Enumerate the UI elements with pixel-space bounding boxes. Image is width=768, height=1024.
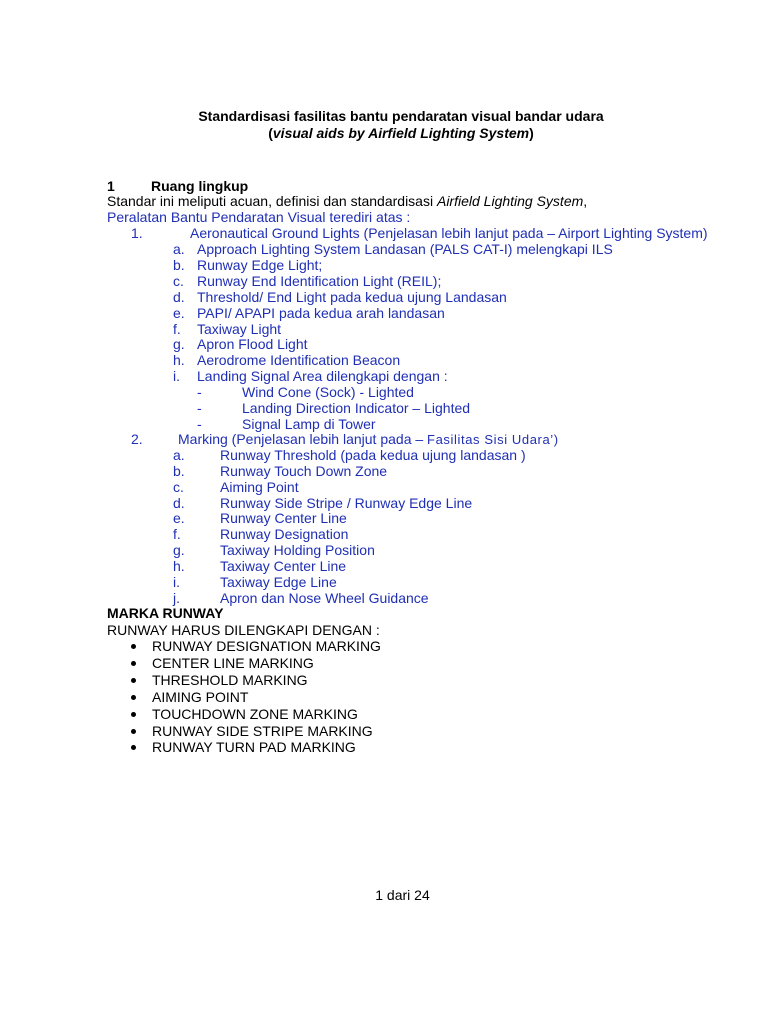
list-item-marker: c. [173,272,184,289]
list-item: Apron Flood Light [197,336,308,353]
bullet-icon [131,678,136,683]
bullet-icon [131,644,136,649]
list-item-marker: i. [173,573,180,590]
list-item: Aerodrome Identification Beacon [197,352,401,369]
group2-label-reference: Fasilitas Sisi Udara’) [427,432,559,447]
intro-tail: , [583,193,588,209]
group2-number: 2. [131,431,143,447]
sublist-item-marker: - [197,384,202,400]
page-number: 1 dari 24 [375,887,430,903]
list-item: Runway Edge Light; [197,256,323,273]
list-item-marker: h. [173,352,185,369]
document-title [17,108,768,124]
bullet-list-item: THRESHOLD MARKING [152,671,308,688]
list-item-marker: g. [173,542,185,559]
list-item: Runway Center Line [220,510,347,527]
document-subtitle [17,125,768,141]
list-item-marker: d. [173,494,185,511]
list-item: Runway Touch Down Zone [220,462,388,479]
intro-emphasis: Airfield Lighting System [436,193,584,209]
sublist-item-marker: - [197,415,202,432]
list-item: Threshold/ End Light pada kedua ujung Landasan [197,288,507,305]
list-item-marker: a. [173,447,185,463]
intro-line-2: Peralatan Bantu Pendaratan Visual terediri atas : [107,209,411,225]
bullet-list-item: TOUCHDOWN ZONE MARKING [152,705,358,722]
list-item-marker: d. [173,288,185,305]
list-item: Runway End Identification Light (REIL); [197,272,442,289]
bullet-list-item: RUNWAY SIDE STRIPE MARKING [152,722,373,739]
list-item: Approach Lighting System Landasan (PALS CAT-I) melengkapi ILS [197,241,613,257]
subtitle-emphasis: visual aids by Airfield Lighting System [272,125,530,141]
bullet-icon [131,695,136,700]
sublist-item-marker: - [197,399,202,416]
list-item-marker: f. [173,320,181,337]
list-item-marker: i. [173,368,180,385]
intro-text: Standar ini meliputi acuan, definisi dan standardisasi [107,193,437,209]
intro-paragraph [107,193,587,209]
sublist-item: Landing Direction Indicator – Lighted [242,399,471,416]
list-item-marker: b. [173,462,185,479]
list-item: Landing Signal Area dilengkapi dengan : [197,368,448,385]
list-item: Aiming Point [220,478,299,495]
section-number: 1 [107,178,115,194]
list-item: Runway Threshold (pada kedua ujung landasan ) [220,447,526,463]
list-item: Runway Side Stripe / Runway Edge Line [220,494,473,511]
list-item-marker: g. [173,336,185,353]
section-heading: Ruang lingkup [151,178,249,194]
subtitle-open-paren: ( [268,125,273,141]
list-item-marker: h. [173,557,185,574]
group1-number: 1. [131,225,143,241]
list-item: Runway Designation [220,526,349,543]
list-item: Taxiway Light [197,320,282,337]
bullet-icon [131,729,136,734]
list-item-marker: f. [173,526,181,543]
title-line-1: Standardisasi fasilitas bantu pendaratan visual bandar udara [198,108,604,124]
group1-label: Aeronautical Ground Lights (Penjelasan lebih lanjut pada – Airport Lighting System) [190,225,708,241]
bullet-list-item: RUNWAY TURN PAD MARKING [152,739,356,756]
list-item-marker: j. [173,589,180,606]
subtitle-close-paren: ) [529,125,534,141]
list-item-marker: b. [173,256,185,273]
bullet-icon [131,745,136,750]
bullet-list-item: RUNWAY DESIGNATION MARKING [152,638,381,654]
list-item-marker: e. [173,510,185,527]
list-item: Taxiway Holding Position [220,542,375,559]
group2-label-text: Marking (Penjelasan lebih lanjut pada – [178,431,428,447]
marka-heading: MARKA RUNWAY [107,605,224,621]
sublist-item: Signal Lamp di Tower [242,415,376,432]
bullet-list-item: CENTER LINE MARKING [152,654,314,671]
bullet-icon [131,661,136,666]
marka-subheading: RUNWAY HARUS DILENGKAPI DENGAN : [107,622,380,638]
list-item-marker: a. [173,241,185,257]
bullet-list-item: AIMING POINT [152,688,249,705]
list-item: Taxiway Center Line [220,557,347,574]
list-item: Taxiway Edge Line [220,573,337,590]
list-item-marker: e. [173,304,185,321]
list-item: Apron dan Nose Wheel Guidance [220,589,429,606]
sublist-item: Wind Cone (Sock) - Lighted [242,384,414,400]
group2-label [178,431,559,448]
list-item-marker: c. [173,478,184,495]
bullet-icon [131,712,136,717]
list-item: PAPI/ APAPI pada kedua arah landasan [197,304,445,321]
